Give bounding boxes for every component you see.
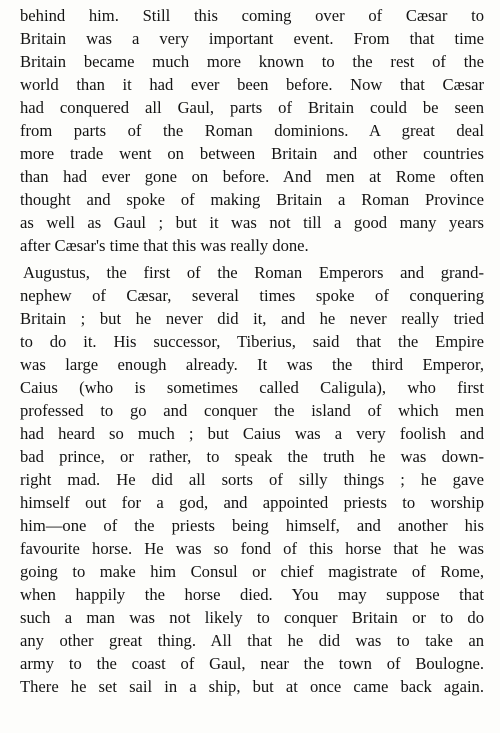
text-line: had heard so much ; but Caius was a very foolish and xyxy=(20,424,484,443)
text-line: from parts of the Roman dominions. A great deal xyxy=(20,121,484,140)
text-line: had conquered all Gaul, parts of Britain could be seen xyxy=(20,98,484,117)
text-line: to do it. His successor, Tiberius, said that the Empire xyxy=(20,332,484,351)
text-line: Britain became much more known to the rest of the xyxy=(20,52,484,71)
text-line: as well as Gaul ; but it was not till a good many years xyxy=(20,213,484,232)
text-line: when happily the horse died. You may suppose that xyxy=(20,585,484,604)
text-line: himself out for a god, and appointed priests to worship xyxy=(20,493,484,512)
text-line: after Cæsar's time that this was really done. xyxy=(20,236,309,255)
body-text xyxy=(20,4,484,698)
text-line: There he set sail in a ship, but at once came back again. xyxy=(20,677,484,696)
text-line: was large enough already. It was the third Emperor, xyxy=(20,355,484,374)
text-line: behind him. Still this coming over of Cæsar to xyxy=(20,6,484,25)
text-line: Britain ; but he never did it, and he never really tried xyxy=(20,309,484,328)
text-line: right mad. He did all sorts of silly things ; he gave xyxy=(20,470,484,489)
text-line: going to make him Consul or chief magistrate of Rome, xyxy=(20,562,484,581)
text-line: more trade went on between Britain and other countries xyxy=(20,144,484,163)
text-line: Caius (who is sometimes called Caligula), who first xyxy=(20,378,484,397)
paragraph-1 xyxy=(20,4,484,257)
text-line: thought and spoke of making Britain a Roman Province xyxy=(20,190,484,209)
text-line: bad prince, or rather, to speak the truth he was down- xyxy=(20,447,484,466)
text-line: professed to go and conquer the island of which men xyxy=(20,401,484,420)
text-line: than had ever gone on before. And men at Rome often xyxy=(20,167,484,186)
text-line: nephew of Cæsar, several times spoke of conquering xyxy=(20,286,484,305)
paragraph-2 xyxy=(20,261,484,698)
text-line: any other great thing. All that he did was to take an xyxy=(20,631,484,650)
text-line: world than it had ever been before. Now that Cæsar xyxy=(20,75,484,94)
text-line: army to the coast of Gaul, near the town of Boulogne. xyxy=(20,654,484,673)
text-line: favourite horse. He was so fond of this horse that he was xyxy=(20,539,484,558)
text-line: Augustus, the first of the Roman Emperors and grand- xyxy=(23,263,484,282)
text-line: such a man was not likely to conquer Britain or to do xyxy=(20,608,484,627)
text-line: Britain was a very important event. From that time xyxy=(20,29,484,48)
text-line: him—one of the priests being himself, and another his xyxy=(20,516,484,535)
